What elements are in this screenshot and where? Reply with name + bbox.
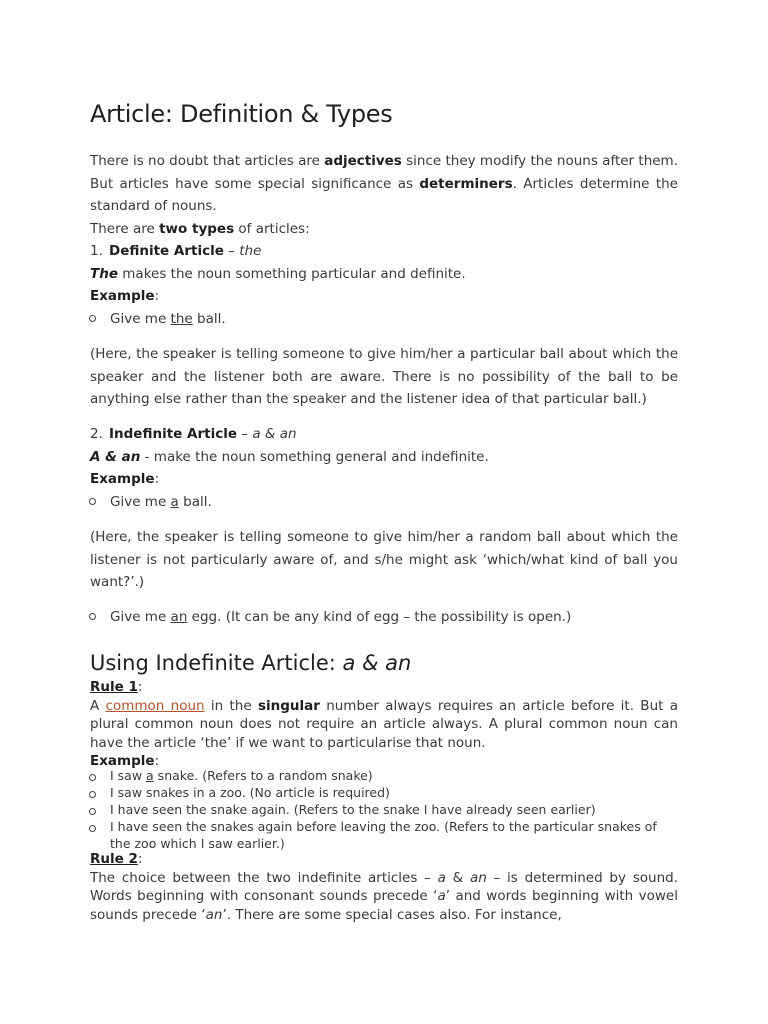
italic-a: a [437,869,446,886]
item-text: Give me [110,493,171,510]
definite-desc-word: The [90,265,118,282]
italic-an: an [205,906,223,923]
colon: : [154,288,160,304]
list-item: I have seen the snake again. (Refers to the snake I have already seen earlier) [90,801,678,818]
rule-text: A [90,697,106,714]
rule-1-label [90,678,678,697]
rule-2-label-text: Rule 2 [90,851,138,867]
indefinite-description [90,446,678,469]
section-heading-italic: a & an [342,651,412,675]
list-item [90,767,678,784]
list-number: 1. [90,243,103,259]
example-label-text: Example [90,288,155,304]
definite-label: Definite Article [109,243,224,259]
item-text: snake. (Refers to a random snake) [153,768,373,783]
example-label [90,468,678,491]
colon: : [137,851,143,867]
definite-example-list [90,308,678,331]
underlined-the: the [170,310,193,327]
rule-2-label [90,850,678,869]
definite-note: (Here, the speaker is telling someone to give him/her a particular ball about which the speaker and the listener both are aware. There is no possibility of the ball to be anything else rather than the speaker and the listener idea of that particular ball.) [90,346,678,407]
bold-singular: singular [257,697,320,714]
item-text: Give me [110,310,171,327]
indefinite-desc-word: A & an [90,448,141,465]
intro-paragraph [90,150,678,240]
rule-2-text [90,869,678,925]
item-text: egg. (It can be any kind of egg – the possibility is open.) [187,609,572,625]
bold-adjectives: adjectives [324,153,402,169]
intro-text: There is no doubt that articles are [90,153,325,169]
indefinite-heading [90,423,678,446]
rule-1-example-list [90,767,678,852]
item-text: Give me [110,609,171,625]
list-item: I saw snakes in a zoo. (No article is required) [90,784,678,801]
definite-description [90,263,678,286]
rule-1-text [90,697,678,753]
rule-text: ’ and words beginning with vowel sounds precede ‘ [90,888,678,923]
rule-1-examples [90,767,678,852]
example-label [90,285,678,308]
item-text: I saw [110,768,147,783]
bold-determiners: determiners [419,175,513,192]
indefinite-word: a & an [252,426,297,442]
intro-text: of articles: [234,220,310,237]
italic-an: an [469,869,487,886]
underlined-a: a [146,768,154,783]
rule-text: ’. There are some special cases also. For instance, [222,906,562,923]
rule-text: – is determined by sound. Words beginning with consonant sounds precede ‘ [90,869,678,904]
underlined-a: a [170,493,179,510]
item-text: ball. [192,310,226,327]
rule-2-block [90,850,678,924]
rule-text: The choice between the two indefinite articles – [90,869,438,886]
rule-text: & [445,869,470,886]
definite-word: the [239,243,262,259]
definite-desc: makes the noun something particular and definite. [117,265,466,282]
rule-text: in the [204,697,258,714]
list-item [90,491,678,514]
list-number: 2. [90,426,103,442]
intro-text: since they modify the nouns after them. But articles have some special significance as [90,153,678,192]
indefinite-desc: - make the noun something general and indefinite. [140,448,489,465]
indefinite-label: Indefinite Article [109,426,237,442]
indefinite-article-section [90,423,678,513]
intro-text: There are [90,220,160,237]
indefinite-example-list-2 [90,606,678,629]
list-item [90,308,678,331]
definite-heading [90,240,678,263]
indefinite-note: (Here, the speaker is telling someone to give him/her a random ball about which the listener is not particularly aware of, and s/he might ask ‘which/what kind of ball you want?’.) [90,529,678,590]
underlined-an: an [170,609,188,625]
indefinite-example-list [90,491,678,514]
example-label-text: Example [90,471,155,487]
definite-article-section [90,240,678,330]
common-noun-link[interactable]: common noun [105,697,205,714]
section-heading [90,651,411,675]
colon: : [137,679,143,695]
colon: : [154,753,160,769]
list-item: I have seen the snakes again before leaving the zoo. (Refers to the particular snakes of the zoo which I saw earlier.) [90,818,678,852]
item-text: ball. [178,493,212,510]
colon: : [154,471,160,487]
list-item [90,606,678,629]
section-heading-text: Using Indefinite Article: [90,651,343,675]
rule-1-label-text: Rule 1 [90,679,138,695]
bold-two-types: two types [159,220,235,237]
intro-text: . Articles determine the standard of nouns. [90,175,678,214]
italic-a: a [437,888,446,904]
dash: – [236,426,253,442]
example-label-text: Example [90,753,155,769]
rule-text: number always requires an article before it. But a plural common noun does not require an article always. A plural common noun can have the article ‘the’ if we want to particularise that noun. [90,697,678,751]
dash: – [223,243,240,259]
indefinite-example-2 [90,606,678,629]
rule-1-block [90,678,678,771]
page-title: Article: Definition & Types [90,100,393,128]
